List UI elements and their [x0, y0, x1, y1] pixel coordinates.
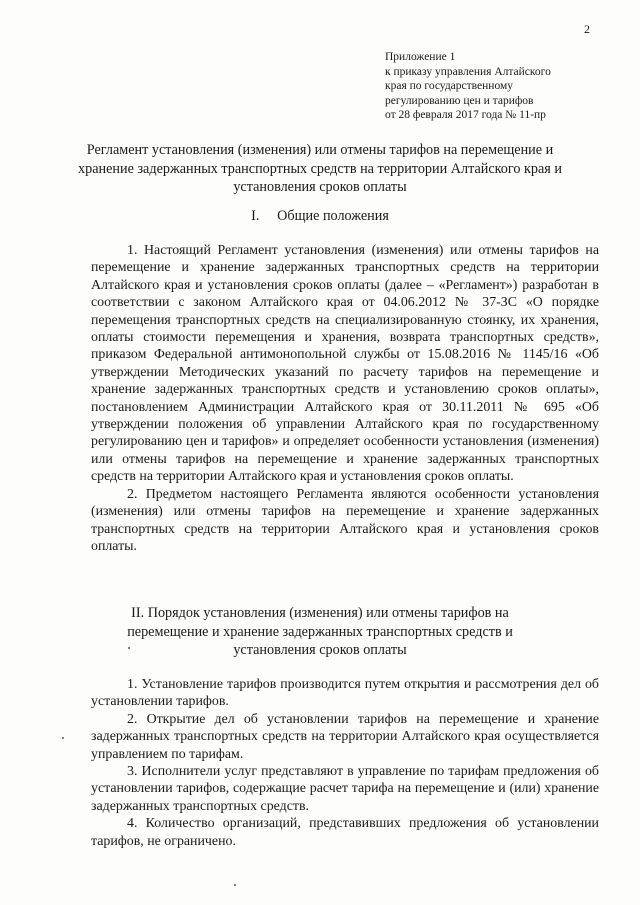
appendix-line: края по государственному — [385, 80, 513, 92]
scan-speck — [128, 647, 130, 649]
appendix-line: Приложение 1 — [385, 51, 456, 63]
appendix-line: от 28 февраля 2017 года № 11-пр — [385, 109, 546, 121]
appendix-block — [385, 50, 615, 123]
section-2-body — [91, 676, 599, 850]
section-1-heading — [0, 208, 640, 225]
section-1-heading-text: I. Общие положения — [251, 208, 389, 224]
appendix-line: регулированию цен и тарифов — [385, 94, 534, 107]
section-2-heading: II. Порядок установления (изменения) или отмены тарифов на перемещение и хранение задержанных транспортных средств и установления сроков оплаты — [127, 605, 513, 658]
page-number: 2 — [584, 22, 590, 36]
scan-speck — [234, 884, 236, 886]
paragraph: 2. Открытие дел об установлении тарифов на перемещение и хранение задержанных транспортных средств на территории Алтайского края осуществляется управлением по тарифам. — [91, 711, 599, 762]
section-1-body — [91, 242, 599, 555]
document-title: Регламент установления (изменения) или отмены тарифов на перемещение и хранение задержанных транспортных средств на территории Алтайского края и установления сроков оплаты — [78, 142, 562, 195]
paragraph: 1. Установление тарифов производится путем открытия и рассмотрения дел об установлении тарифов. — [91, 677, 599, 710]
scan-speck — [62, 737, 64, 739]
paragraph: 3. Исполнители услуг представляют в управление по тарифам предложения об установлении тарифов, содержащие расчет тарифа на перемещение и (или) хранение задержанных транспортных средств. — [91, 764, 599, 814]
appendix-line: к приказу управления Алтайского — [385, 65, 551, 78]
paragraph: 2. Предметом настоящего Регламента являются особенности установления (изменения) или отмены тарифов на перемещение и хранение задержанных транспортных средств на территории Алтайского края и установления сроков оплаты. — [91, 486, 599, 554]
paragraph: 4. Количество организаций, представивших предложения об установлении тарифов, не ограничено. — [91, 816, 599, 849]
paragraph: 1. Настоящий Регламент установления (изменения) или отмены тарифов на перемещение и хранение задержанных транспортных средств на территории Алтайского края и установления сроков оплаты (далее – «Регламент») разработан в соответствии с законом Алтайского края от 04.06.2012 № 37-ЗС «О порядке перемещения транспортных средств на специализированную стоянку, их хранения, оплаты стоимости перемещения и хранения, возврата транспортных средств», приказом Федеральной антимонопольной службы от 15.08.2016 № 1145/16 «Об утверждении Методических указаний по расчету тарифов на перемещение и хранение задержанных транспортных средств и установлению сроков оплаты», постановлением Администрации Алтайского края от 30.11.2011 № 695 «Об утверждении положения об управлении Алтайского края по государственному регулированию цен и тарифов» и определяет особенности установления (изменения) или отмены тарифов на перемещение и хранение задержанных транспортных средств на территории Алтайского края и установления сроков оплаты. — [91, 243, 599, 485]
